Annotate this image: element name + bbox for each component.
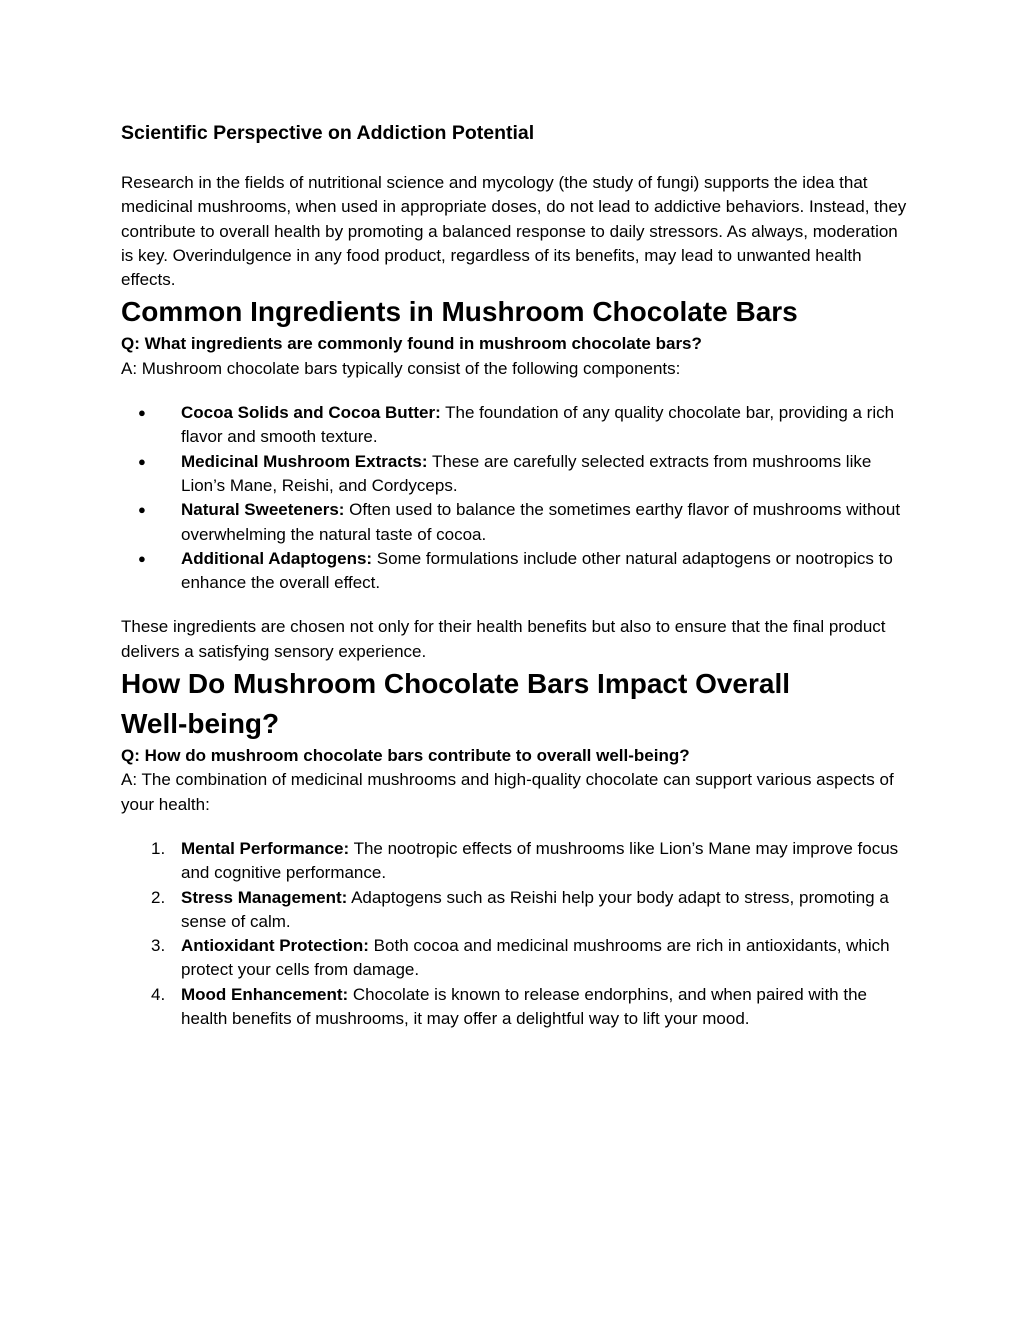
ingredients-question: Q: What ingredients are commonly found in mushroom chocolate bars? — [121, 334, 702, 354]
list-item-term: Antioxidant Protection: — [181, 936, 369, 956]
section-heading-addiction: Scientific Perspective on Addiction Potential — [121, 122, 535, 144]
section-heading-wellbeing — [121, 664, 911, 744]
list-item-term: Additional Adaptogens: — [181, 548, 373, 568]
list-number: 1. — [151, 838, 166, 858]
list-item-term: Mood Enhancement: — [181, 984, 349, 1004]
heading-line: Well-being? — [121, 708, 280, 740]
ingredients-list — [121, 401, 911, 595]
addiction-paragraph: Research in the fields of nutritional science and mycology (the study of fungi) supports the idea that medicinal mushrooms, when used in appropriate doses, do not lead to addictive behaviors. Instead, they contribute to overall health by promoting a balanced response to daily stressors. As always, moderation is key. Overindulgence in any food product, regardless of its benefits, may lead to unwanted health effects. — [121, 173, 907, 290]
ingredients-answer: A: Mushroom chocolate bars typically consist of the following components: — [121, 358, 681, 378]
wellbeing-question: Q: How do mushroom chocolate bars contribute to overall well-being? — [121, 746, 690, 766]
list-number: 4. — [151, 984, 166, 1004]
list-item — [121, 886, 911, 935]
bullet-icon: ● — [138, 502, 146, 518]
bullet-icon: ● — [138, 405, 146, 421]
list-item-text: Often used to balance the sometimes earthy flavor of mushrooms without overwhelming the natural taste of cocoa. — [181, 500, 901, 544]
list-number: 3. — [151, 936, 166, 956]
list-item-text: Adaptogens such as Reishi help your body adapt to stress, promoting a sense of calm. — [181, 887, 889, 931]
list-number: 2. — [151, 887, 166, 907]
list-item-term: Cocoa Solids and Cocoa Butter: — [181, 403, 441, 423]
list-item-term: Medicinal Mushroom Extracts: — [181, 451, 428, 471]
list-item-text: Both cocoa and medicinal mushrooms are rich in antioxidants, which protect your cells from damage. — [181, 936, 890, 980]
list-item-text: These are carefully selected extracts from mushrooms like Lion’s Mane, Reishi, and Cordyceps. — [181, 451, 872, 495]
list-item — [121, 934, 911, 983]
list-item-text: Chocolate is known to release endorphins, and when paired with the health benefits of mushrooms, it may offer a delightful way to lift your mood. — [181, 984, 867, 1029]
wellbeing-qa — [121, 744, 911, 817]
list-item-text: The nootropic effects of mushrooms like Lion’s Mane may improve focus and cognitive performance. — [181, 838, 899, 883]
ingredients-closing: These ingredients are chosen not only for their health benefits but also to ensure that the final product delivers a satisfying sensory experience. — [121, 617, 886, 661]
list-item-term: Mental Performance: — [181, 838, 350, 858]
list-item-term: Natural Sweeteners: — [181, 500, 345, 520]
list-item-text: The foundation of any quality chocolate bar, providing a rich flavor and smooth texture. — [181, 403, 895, 447]
list-item-text: Some formulations include other natural adaptogens or nootropics to enhance the overall effect. — [181, 548, 893, 593]
section-heading-ingredients: Common Ingredients in Mushroom Chocolate Bars — [121, 296, 798, 328]
list-item — [121, 983, 911, 1032]
list-item — [121, 547, 911, 596]
document-page — [121, 118, 911, 1031]
wellbeing-list — [121, 837, 911, 1031]
bullet-icon: ● — [138, 453, 146, 469]
heading-line: How Do Mushroom Chocolate Bars Impact Overall — [121, 668, 791, 700]
list-item-term: Stress Management: — [181, 887, 348, 907]
bullet-icon: ● — [138, 550, 146, 566]
list-item — [121, 450, 911, 499]
list-item — [121, 498, 911, 547]
ingredients-qa — [121, 332, 911, 381]
list-item — [121, 401, 911, 450]
wellbeing-answer: A: The combination of medicinal mushrooms and high-quality chocolate can support various aspects of your health: — [121, 770, 894, 814]
list-item — [121, 837, 911, 886]
